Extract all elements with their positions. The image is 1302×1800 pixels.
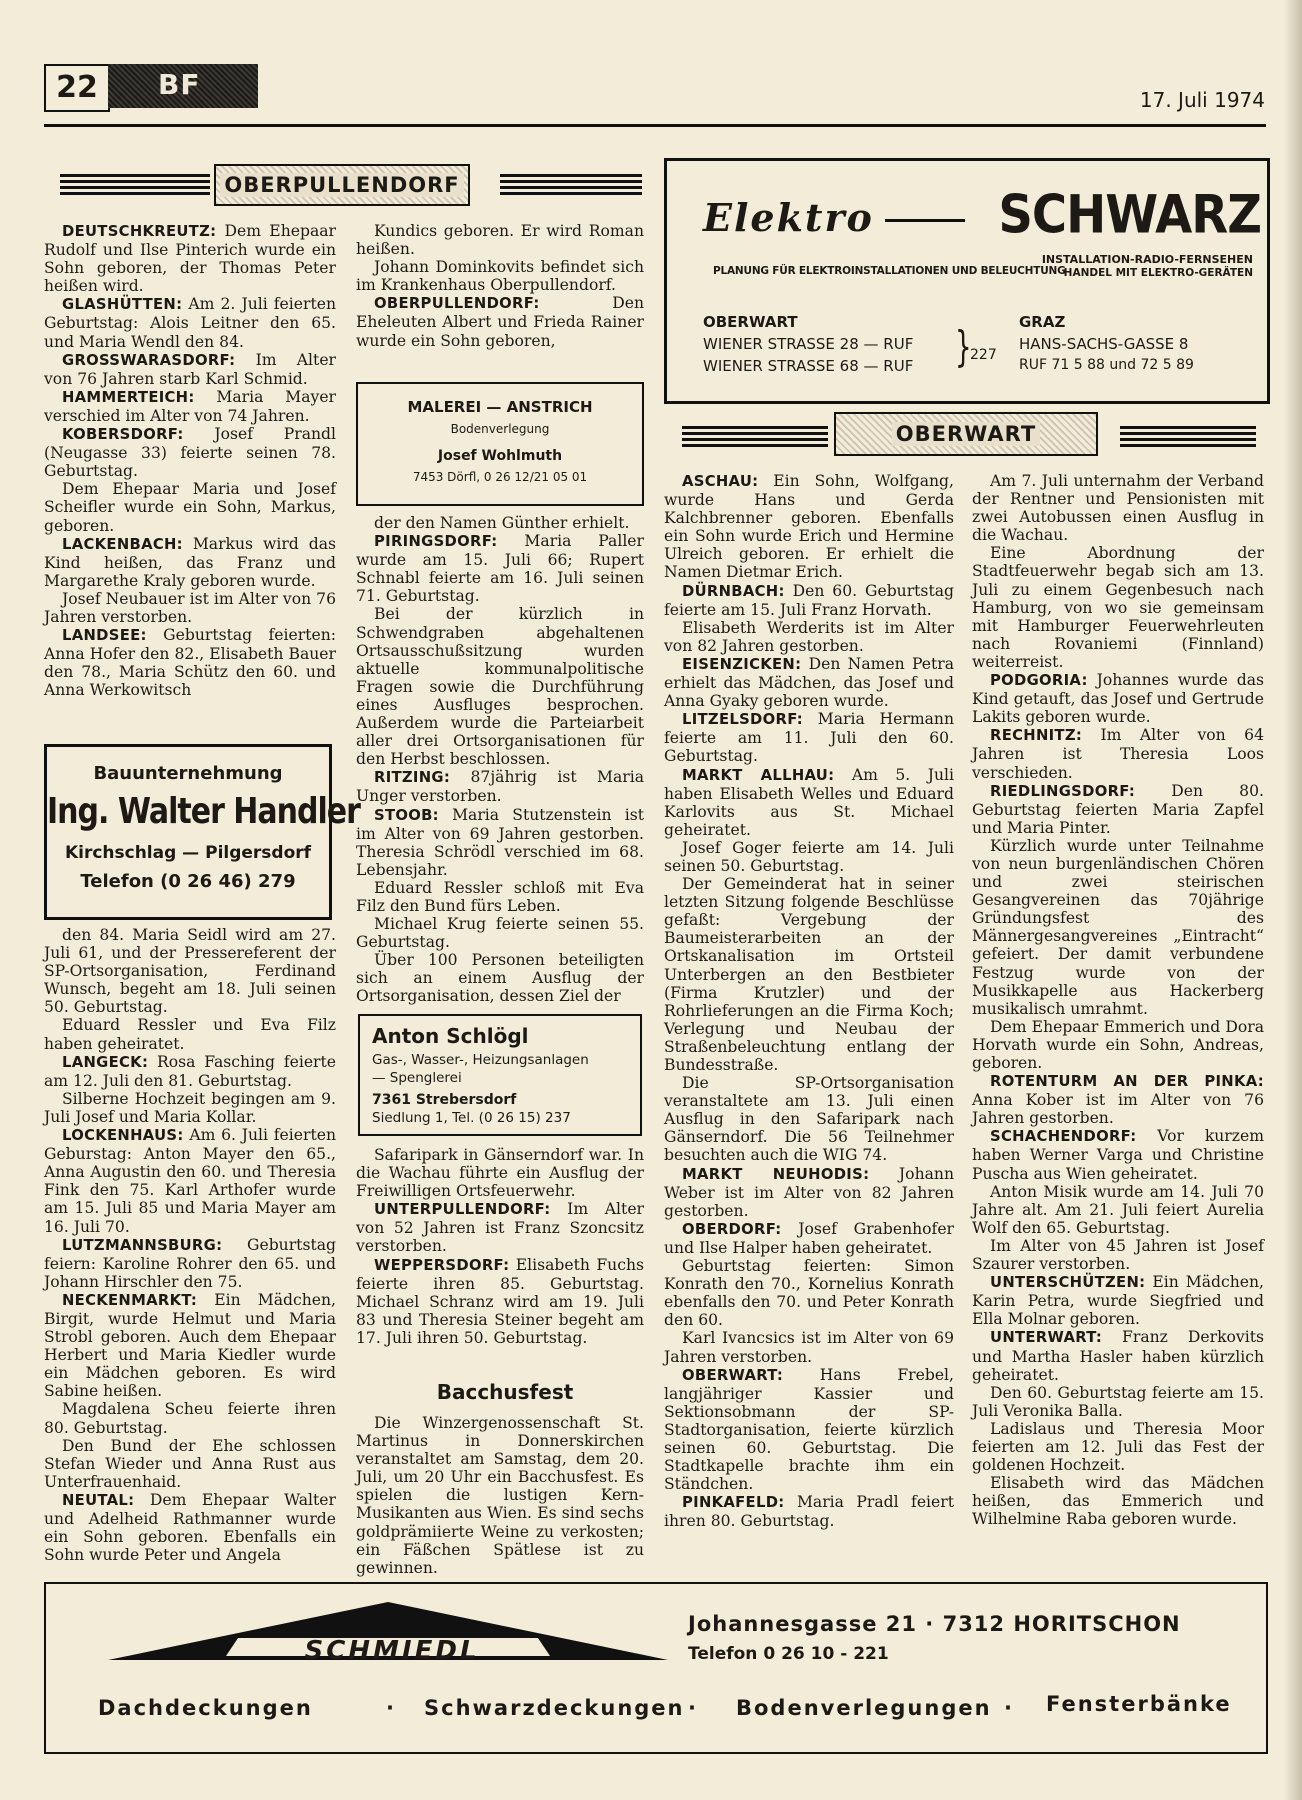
news-text: Elisabeth Fuchs feierte ihren 85. Geburtstag. Michael Schranz wird am 19. Juli 83 und Theresia Steiner begeht am 17. Juli ihren 50. Geburtstag.: [356, 1255, 644, 1347]
place-name: UNTERWART:: [990, 1329, 1103, 1347]
place-name: GLASHÜTTEN:: [62, 296, 183, 314]
news-item: [972, 544, 1264, 671]
news-text: Den 60. Geburtstag feierte am 15. Juli Franz Horvath.: [664, 581, 954, 619]
news-text: Geburtstag feierten: Anna Hofer den 82., Elisabeth Bauer den 78., Maria Schütz den 60. und Anna Werkowitsch: [44, 626, 336, 700]
news-text: Am 7. Juli unternahm der Verband der Rentner und Pensionisten mit zwei Autobussen einen Ausflug in die Wachau.: [972, 472, 1264, 545]
place-name: OBERPULLENDORF:: [374, 295, 540, 313]
news-text: Die Winzergenossenschaft St. Martinus in Donnerskirchen veranstaltet am Samstag, dem 20. Juli, um 20 Uhr ein Bacchusfest. Es spielen die lustigen Kern-Musikanten aus Wien. Es sind sechs goldprämiierte Weine zu verkosten; ein Fäßchen Spätlese ist zu gewinnen.: [356, 1414, 644, 1577]
news-item: [972, 1237, 1264, 1273]
news-text: Josef Prandl (Neugasse 33) feierte seinen 78. Geburtstag.: [44, 425, 336, 481]
news-text: Johann Weber ist im Alter von 82 Jahren gestorben.: [664, 1164, 954, 1220]
news-item: [972, 671, 1264, 726]
news-item: [356, 605, 644, 768]
news-item: [356, 532, 644, 605]
news-text: Maria Paller wurde am 15. Juli 66; Rupert Schnabl feierte am 16. Juli seinen 71. Geburtstag.: [356, 532, 644, 606]
news-text: 87jährig ist Maria Unger verstorben.: [356, 768, 644, 806]
ad-handler-top: Bauunternehmung: [93, 763, 283, 784]
place-name: ASCHAU:: [682, 473, 759, 490]
ad-schwarz-address-2: WIENER STRASSE 68 — RUF: [703, 357, 914, 375]
news-item: [44, 535, 336, 590]
news-item: [972, 1273, 1264, 1328]
place-name: OBERDORF:: [682, 1220, 782, 1238]
banner-bars-left-2: [682, 426, 828, 450]
place-name: WEPPERSDORF:: [374, 1256, 510, 1274]
news-item: [664, 582, 954, 619]
ad-schwarz-address-3: HANS-SACHS-GASSE 8: [1019, 335, 1189, 353]
ad-schwarz-address-1: WIENER STRASSE 28 — RUF: [703, 335, 914, 353]
news-item: [972, 837, 1264, 1018]
news-text: Dem Ehepaar Emmerich und Dora Horvath wurde ein Sohn, Andreas, geboren.: [972, 1017, 1264, 1072]
news-text: Kundics geboren. Er wird Roman heißen.: [356, 222, 644, 259]
news-item: [44, 1491, 336, 1564]
news-text: Vor kurzem haben Werner Varga und Christine Puscha aus Wien geheiratet.: [972, 1127, 1264, 1183]
ad-schloegl-name: Anton Schlögl: [372, 1024, 529, 1048]
place-name: GROSSWARASDORF:: [62, 351, 236, 369]
news-item: [356, 915, 644, 951]
news-text: Johann Dominkovits befindet sich im Krankenhaus Oberpullendorf.: [356, 258, 644, 295]
news-text: Den 60. Geburtstag feierte am 15. Juli Veronika Balla.: [972, 1383, 1264, 1420]
news-text: Franz Derkovits und Martha Hasler haben kürzlich geheiratet.: [972, 1328, 1264, 1384]
place-name: EISENZICKEN:: [682, 655, 802, 673]
news-item: [356, 806, 644, 879]
place-name: HAMMERTEICH:: [62, 388, 195, 406]
place-name: OBERWART:: [682, 1366, 784, 1384]
news-text: Rosa Fasching feierte am 12. Juli den 81. Geburtstag.: [44, 1052, 336, 1090]
ad-malerei-name: Josef Wohlmuth: [437, 448, 563, 464]
news-item: [664, 1220, 954, 1257]
news-text: Markus wird das Kind heißen, das Franz und Margarethe Kraly geboren wurde.: [44, 534, 336, 590]
section-title: OBERPULLENDORF: [220, 173, 463, 197]
ad-schwarz-right-tagline-1: INSTALLATION-RADIO-FERNSEHEN: [1041, 253, 1253, 266]
column-4: [972, 472, 1264, 1528]
news-item: [664, 1257, 954, 1329]
news-text: Silberne Hochzeit begingen am 9. Juli Josef und Maria Kollar.: [44, 1089, 336, 1126]
news-item: [972, 1328, 1264, 1383]
schmiedl-address: Johannesgasse 21 · 7312 HORITSCHON: [688, 1612, 1181, 1636]
place-name: RIEDLINGSDORF:: [990, 782, 1136, 800]
schmiedl-service-3: Bodenverlegungen: [736, 1696, 992, 1720]
news-text: Magdalena Scheu feierte ihren 80. Geburtstag.: [44, 1400, 336, 1437]
news-item: [44, 626, 336, 699]
place-name: LITZELSDORF:: [682, 711, 804, 729]
ad-schwarz-city-2: GRAZ: [1019, 313, 1066, 331]
news-text: Maria Hermann feierte am 11. Juli den 60. Geburtstag.: [664, 710, 954, 766]
news-item: [356, 1256, 644, 1347]
ad-schwarz-ruf: 227: [970, 347, 997, 363]
news-text: Über 100 Personen beteiligten sich an einem Ausflug der Ortsorganisation, dessen Ziel der: [356, 951, 644, 1006]
place-name: LUTZMANNSBURG:: [62, 1236, 223, 1254]
place-name: RITZING:: [374, 769, 451, 787]
news-text: Ein Mädchen, Birgit, wurde Helmut und Maria Strobl geboren. Auch dem Ehepaar Herbert und Maria Kiedler wurde ein Mädchen geboren. Es wird Sabine heißen.: [44, 1290, 336, 1401]
bacchusfest-heading: Bacchusfest: [436, 1380, 574, 1404]
news-text: Geburtstag feiern: Karoline Rohrer den 65. und Johann Hirschler den 75.: [44, 1235, 336, 1291]
news-text: Maria Mayer verschied im Alter von 74 Jahren.: [44, 387, 336, 425]
ad-schwarz-left-tagline: PLANUNG FÜR ELEKTROINSTALLATIONEN UND BELEUCHTUNG: [713, 265, 1066, 277]
news-text: Dem Ehepaar Maria und Josef Scheifler wurde ein Sohn, Markus, geboren.: [44, 480, 336, 535]
ad-schwarz-brand: SCHWARZ: [998, 184, 1261, 246]
ad-malerei-title: MALEREI — ANSTRICH: [407, 398, 593, 416]
ad-schloegl-line4: Siedlung 1, Tel. (0 26 15) 237: [372, 1110, 571, 1126]
news-text: Eduard Ressler schloß mit Eva Filz den Bund fürs Leben.: [356, 878, 644, 915]
place-name: RECHNITZ:: [990, 727, 1083, 745]
ad-schwarz-city-1: OBERWART: [703, 313, 798, 331]
ad-malerei-sub: Bodenverlegung: [450, 422, 550, 436]
news-text: Der Gemeinderat hat in seiner letzten Sitzung folgende Beschlüsse gefaßt: Vergebung der Baumeisterarbeiten an der Ortskanalisation im Ortsteil Unterbergen an den Bestbieter (Firma Krutzler) und der Rohrlieferungen an die Firma Koch; Verlegung und Neubau der Straßenbeleuchtung entlang der Bundesstraße.: [664, 875, 954, 1074]
news-item: [44, 1400, 336, 1436]
section-title-oberwart: OBERWART: [892, 422, 1040, 446]
news-item: [356, 1414, 644, 1577]
news-item: [664, 472, 954, 582]
place-name: MARKT NEUHODIS:: [682, 1165, 870, 1183]
section-logo: [108, 64, 258, 108]
column-3: [664, 472, 954, 1530]
ad-schloegl-line2: — Spenglerei: [372, 1070, 462, 1086]
place-name: ROTENTURM AN DER PINKA:: [990, 1073, 1264, 1091]
place-name: LANDSEE:: [62, 627, 147, 645]
news-item: [44, 1016, 336, 1052]
news-item: [356, 258, 644, 294]
news-text: Michael Krug feierte seinen 55. Geburtstag.: [356, 915, 644, 952]
schmiedl-service-1: Dachdeckungen: [98, 1696, 313, 1720]
place-name: DEUTSCHKREUTZ:: [62, 223, 217, 240]
column-2-bottom: [356, 1146, 644, 1347]
place-name: LOCKENHAUS:: [62, 1127, 184, 1145]
news-item: [664, 1329, 954, 1365]
news-item: [44, 388, 336, 425]
news-item: [664, 839, 954, 875]
news-item: [44, 425, 336, 480]
ad-handler: [44, 744, 360, 920]
place-name: PINKAFELD:: [682, 1494, 785, 1512]
news-item: [972, 1072, 1264, 1127]
news-text: der den Namen Günther erhielt.: [374, 514, 630, 532]
news-text: Maria Pradl feiert ihren 80. Geburtstag.: [664, 1493, 954, 1531]
news-item: [664, 1074, 954, 1164]
news-item: [664, 710, 954, 765]
section-banner-oberpullendorf: [214, 164, 470, 206]
news-item: [356, 768, 644, 805]
news-text: Im Alter von 64 Jahren ist Theresia Loos verschieden.: [972, 726, 1264, 782]
place-name: STOOB:: [374, 806, 439, 824]
news-text: Anton Misik wurde am 14. Juli 70 Jahre alt. Am 21. Juli feiert Aurelia Wolf den 65. Geburtstag.: [972, 1182, 1264, 1237]
news-text: Bei der kürzlich in Schwendgraben abgehaltenen Ortsausschußsitzung wurden aktuelle kommunalpolitische Fragen sowie die Durchführung eines Ausfluges besprochen. Außerdem wurde die Parteiarbeit aller drei Ortsorganisationen für den Herbst beschlossen.: [356, 605, 644, 769]
news-item: [972, 1183, 1264, 1237]
news-text: Dem Ehepaar Walter und Adelheid Rathmanner wurde ein Sohn geboren. Ebenfalls ein Sohn wurde Peter und Angela: [44, 1490, 336, 1565]
news-item: [356, 1146, 644, 1200]
place-name: SCHACHENDORF:: [990, 1128, 1137, 1146]
place-name: LANGECK:: [62, 1053, 149, 1071]
news-text: Eduard Ressler und Eva Filz haben geheiratet.: [44, 1016, 336, 1053]
news-text: Den Bund der Ehe schlossen Stefan Wieder und Anna Rust aus Unterfrauenhaid.: [44, 1436, 336, 1491]
news-item: [664, 1366, 954, 1494]
column-2-middle: [356, 514, 644, 1006]
news-text: Josef Grabenhofer und Ilse Halper haben geheiratet.: [664, 1219, 954, 1257]
schmiedl-phone: Telefon 0 26 10 - 221: [688, 1644, 889, 1664]
news-item: [44, 1053, 336, 1090]
news-item: [356, 879, 644, 915]
news-text: Die SP-Ortsorganisation veranstaltete am 13. Juli einen Ausflug in den Safaripark nach Gänserndorf. Die 56 Teilnehmer besuchten auch die WIG 74.: [664, 1074, 954, 1165]
news-item: [44, 1291, 336, 1401]
news-item: [44, 351, 336, 388]
schmiedl-service-4: Fensterbänke: [1046, 1692, 1232, 1716]
news-item: [356, 951, 644, 1005]
place-name: NECKENMARKT:: [62, 1291, 198, 1309]
banner-bars-right-2: [1120, 426, 1256, 450]
news-text: Den Eheleuten Albert und Frieda Rainer wurde ein Sohn geboren,: [356, 294, 644, 350]
news-text: Hans Frebel, langjähriger Kassier und Sektionsobmann der SP-Stadtorganisation, feierte kürzlich seinen 60. Geburtstag. Die Stadtkapelle brachte ihm ein Ständchen.: [664, 1365, 954, 1494]
news-item: [664, 1493, 954, 1530]
news-text: Ladislaus und Theresia Moor feierten am 12. Juli das Fest der goldenen Hochzeit.: [972, 1419, 1264, 1475]
news-item: [356, 294, 644, 349]
news-text: Karl Ivancsics ist im Alter von 69 Jahren verstorben.: [664, 1329, 954, 1366]
place-name: UNTERPULLENDORF:: [374, 1201, 551, 1219]
news-item: [44, 1236, 336, 1291]
news-item: [356, 1200, 644, 1255]
news-item: [44, 1126, 336, 1236]
news-item: [664, 1165, 954, 1220]
news-text: Am 2. Juli feierten Geburtstag: Alois Leitner den 65. und Maria Wendl den 84.: [44, 295, 336, 351]
place-name: NEUTAL:: [62, 1491, 135, 1509]
news-text: Kürzlich wurde unter Teilnahme von neun burgenländischen Chören und zwei steirischen Gesangvereinen das 70jährige Gründungsfest des Männergesangvereines „Eintracht“ gefeiert. Der damit verbundene Festzug wurde von der Musikkapelle aus Hackerberg musikalisch umrahmt.: [972, 836, 1264, 1018]
ad-schwarz-brace: }: [955, 324, 972, 372]
news-item: [44, 480, 336, 534]
news-text: Geburtstag feierten: Simon Konrath den 70., Kornelius Konrath ebenfalls den 70. und Peter Konrath den 60.: [664, 1257, 954, 1330]
column-2-top: [356, 222, 644, 350]
schmiedl-service-2: Schwarzdeckungen: [424, 1696, 685, 1720]
news-text: Den Namen Petra erhielt das Mädchen, das Josef und Anna Gyaky geboren wurde.: [664, 654, 954, 711]
place-name: DÜRNBACH:: [682, 582, 785, 600]
news-text: Josef Neubauer ist im Alter von 76 Jahren verstorben.: [44, 589, 336, 626]
ad-schwarz-address-4: RUF 71 5 88 und 72 5 89: [1019, 357, 1194, 373]
ad-handler-phone: Telefon (0 26 46) 279: [80, 871, 296, 892]
news-item: [972, 1127, 1264, 1182]
news-text: Eine Abordnung der Stadtfeuerwehr begab sich am 13. Juli zu einem Gegenbesuch nach Hamburg, von wo sie gemeinsam mit Hamburger Feuerwehrleuten nach Rovaniemi (Finnland) weiterreist.: [972, 544, 1264, 671]
news-text: Im Alter von 45 Jahren ist Josef Szaurer verstorben.: [972, 1236, 1264, 1274]
ad-handler-line: Kirchschlag — Pilgersdorf: [64, 843, 312, 863]
news-text: Ein Sohn, Wolfgang, wurde Hans und Gerda Kalchbrenner geboren. Ebenfalls ein Sohn wurde Erich und Hermine Ulreich geboren. Er erhielt die Namen Dietmar Erich.: [664, 472, 954, 582]
banner-bars-left: [60, 174, 210, 198]
news-item: [972, 1018, 1264, 1072]
news-text: Anna Kober ist im Alter von 76 Jahren gestorben.: [972, 1091, 1264, 1128]
news-item: [972, 782, 1264, 837]
place-name: MARKT ALLHAU:: [682, 766, 835, 784]
section-banner-oberwart: [834, 412, 1098, 456]
news-item: [44, 1090, 336, 1126]
news-text: Johannes wurde das Kind getauft, das Josef und Gertrude Lakits geboren wurde.: [972, 671, 1264, 727]
page-edge: [1284, 0, 1302, 1800]
news-item: [664, 619, 954, 655]
news-text: Im Alter von 52 Jahren ist Franz Szoncsitz verstorben.: [356, 1200, 644, 1256]
ad-schmiedl: SCHMIEDL Johannesgasse 21 · 7312 HORITSCHON Telefon 0 26 10 - 221 Dachdeckungen · Schwarzdeckungen · Bodenverlegungen · Fensterbänke: [44, 1582, 1268, 1754]
place-name: PODGORIA:: [990, 672, 1088, 690]
ad-malerei-address: 7453 Dörfl, 0 26 12/21 05 01: [412, 470, 588, 484]
news-item: [44, 222, 336, 295]
news-item: [356, 514, 644, 532]
news-item: [44, 1437, 336, 1491]
news-item: [44, 926, 336, 1016]
header-rule: [44, 124, 1266, 127]
news-text: Im Alter von 76 Jahren starb Karl Schmid.: [44, 350, 336, 388]
bacchusfest-article: [356, 1414, 644, 1577]
news-item: [44, 295, 336, 350]
schmiedl-logo-text: SCHMIEDL: [304, 1636, 480, 1666]
place-name: UNTERSCHÜTZEN:: [990, 1274, 1146, 1292]
news-item: [972, 472, 1264, 544]
news-text: Am 6. Juli feierten Geburstag: Anton Mayer den 65., Anna Augustin den 60. und Theresia Fink den 75. Karl Arthofer wurde am 15. Juli 85 und Maria Mayer am 16. Juli 70.: [44, 1126, 336, 1236]
issue-date: 17. Juli 1974: [1139, 88, 1265, 112]
news-text: Josef Goger feierte am 14. Juli seinen 50. Geburtstag.: [664, 838, 954, 875]
news-item: [356, 222, 644, 258]
news-item: [664, 875, 954, 1074]
ad-schloegl-line3: 7361 Strebersdorf: [372, 1092, 517, 1108]
ad-schloegl: [358, 1014, 642, 1136]
news-text: Maria Stutzenstein ist im Alter von 69 Jahren gestorben. Theresia Schrödl verschied im 68. Lebensjahr.: [356, 805, 644, 879]
section-label: BF: [158, 68, 201, 101]
news-item: [972, 726, 1264, 781]
place-name: LACKENBACH:: [62, 535, 183, 553]
news-item: [972, 1420, 1264, 1474]
page-number: 22: [44, 64, 110, 112]
news-text: Elisabeth wird das Mädchen heißen, das Emmerich und Wilhelmine Raba geboren wurde.: [972, 1474, 1264, 1529]
ad-schwarz-dash: [885, 219, 965, 222]
news-text: den 84. Maria Seidl wird am 27. Juli 61, und der Pressereferent der SP-Ortsorganisation, Ferdinand Wunsch, begeht am 18. Juli seinen 50. Geburtstag.: [44, 926, 336, 1017]
place-name: KOBERSDORF:: [62, 426, 184, 444]
news-item: [664, 655, 954, 710]
banner-bars-right: [500, 174, 642, 198]
column-1-top: [44, 222, 336, 699]
news-item: [664, 766, 954, 839]
news-text: Ein Mädchen, Karin Petra, wurde Siegfried und Ella Molnar geboren.: [972, 1273, 1264, 1329]
ad-malerei: [356, 382, 644, 506]
news-item: [972, 1474, 1264, 1528]
news-text: Am 5. Juli haben Elisabeth Welles und Eduard Karlovits aus St. Michael geheiratet.: [664, 765, 954, 839]
ad-elektro-schwarz: [664, 158, 1270, 404]
column-1-bottom: [44, 926, 336, 1564]
news-text: Safaripark in Gänserndorf war. In die Wachau führte ein Ausflug der Freiwilligen Ortsfeuerwehr.: [356, 1146, 644, 1201]
place-name: PIRINGSDORF:: [374, 533, 498, 551]
ad-schloegl-line1: Gas-, Wasser-, Heizungsanlagen: [372, 1052, 589, 1068]
news-text: Elisabeth Werderits ist im Alter von 82 Jahren gestorben.: [664, 618, 954, 655]
ad-schwarz-right-tagline-2: HANDEL MIT ELEKTRO-GERÄTEN: [1063, 267, 1253, 279]
news-item: [44, 590, 336, 626]
news-item: [972, 1384, 1264, 1420]
news-text: Den 80. Geburtstag feierten Maria Zapfel und Maria Pinter.: [972, 781, 1264, 837]
ad-schwarz-script: Elektro: [703, 195, 874, 240]
ad-handler-name: Ing. Walter Handler: [47, 790, 360, 833]
news-text: Dem Ehepaar Rudolf und Ilse Pinterich wurde ein Sohn geboren, der Thomas Peter heißen wird.: [44, 222, 336, 296]
